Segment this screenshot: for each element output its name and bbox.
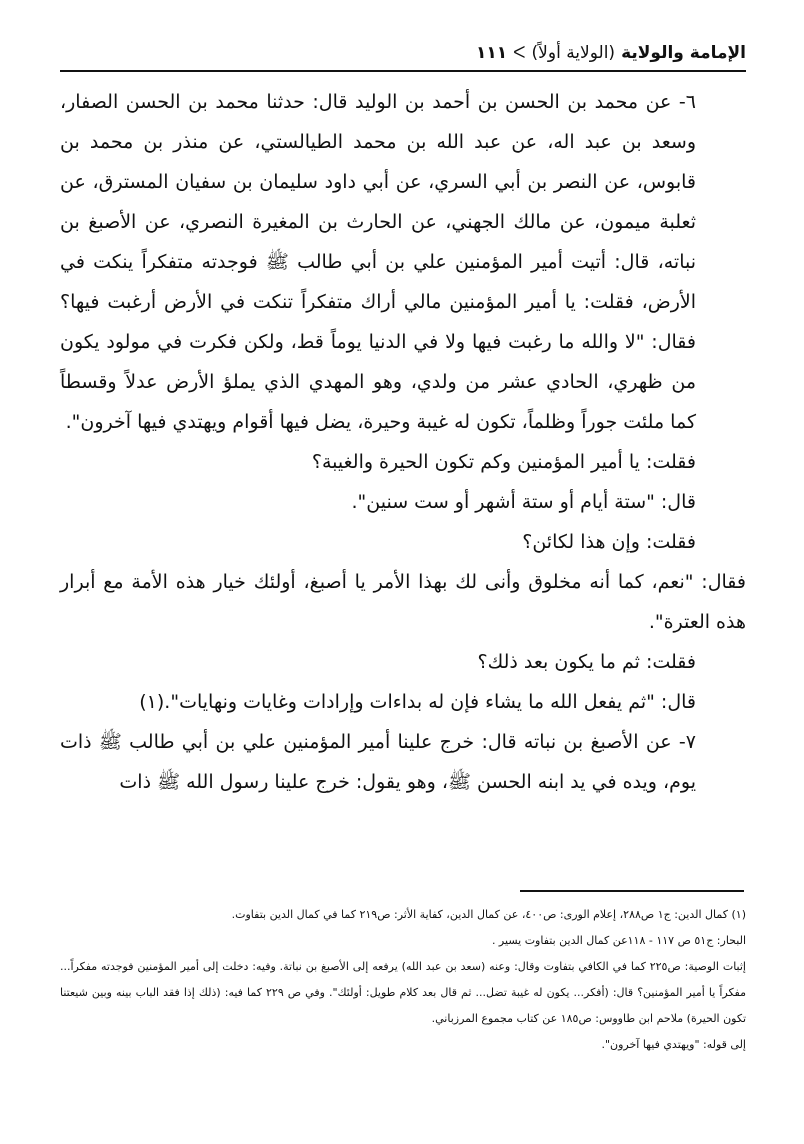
footnotes [60,902,746,1058]
paragraph-question-1: فقلت: يا أمير المؤمنين وكم تكون الحيرة والغيبة؟ [311,451,696,473]
paragraph-question-2: فقلت: وإن هذا لكائن؟ [522,531,696,553]
paragraph-answer-3: قال: "ثم يفعل الله ما يشاء فإن له بداءات وإرادات وغايات ونهايات".(١) [139,691,696,713]
paragraph-hadith-7: ٧- عن الأصبغ بن نباته قال: خرج علينا أمير المؤمنين علي بن أبي طالب ﷺ ذات يوم، ويده في يد ابنه الحسن ﷺ، وهو يقول: خرج علينا رسول الله ﷺ ذات [60,731,696,793]
footnote-1: (١) كمال الدين: ج١ ص٢٨٨، إعلام الورى: ص٤٠٠، عن كمال الدين، كفاية الأثر: ص٢١٩ كما في كمال الدين بتفاوت. [231,908,746,921]
header-separator: ᐸ [513,43,526,63]
header-rule [60,70,746,72]
footnote-rule [520,890,744,892]
running-header [60,36,746,70]
footnote-3: إثبات الوصية: ص٢٢٥ كما في الكافي بتفاوت وقال: وعنه (سعد بن عبد الله) يرفعه إلى الأصبغ بن نباتة. وفيه: دخلت إلى أمير المؤمنين فوجدته مفكراً... مفكراً يا أمير المؤمنين؟ قال: (أفكر... يكون له غيبة تضل... ثم قال بعد كلام طويل: أولئك". وفي ص ٢٢٩ كما فيه: (ذلك إذا فقد الباب بينه وبين شيعتنا تكون الحيرة) ملاحم ابن طاووس: ص١٨٥ عن كتاب مجموع المرزباني. [60,960,746,1025]
footnote-4: إلى قوله: "ويهتدي فيها آخرون". [601,1038,746,1051]
page-number: ١١١ [475,43,508,63]
body-text [60,82,746,802]
header-subtitle: (الولاية أولاً) [531,43,616,63]
footnote-2: البحار: ج٥١ ص ١١٧ - ١١٨عن كمال الدين بتفاوت يسير . [491,934,746,947]
paragraph-hadith-6: ٦- عن محمد بن الحسن بن أحمد بن الوليد قال: حدثنا محمد بن الحسن الصفار، وسعد بن عبد اله، عن عبد الله بن محمد الطيالستي، عن منذر بن محمد بن قابوس، عن النصر بن أبي السري، عن أبي داود سليمان بن سفيان المسترق، عن ثعلبة ميمون، عن مالك الجهني، عن الحارث بن المغيرة النصري، عن الأصبغ بن نباته، قال: أتيت أمير المؤمنين علي بن أبي طالب ﷺ فوجدته متفكراً ينكت في الأرض، فقلت: يا أمير المؤمنين مالي أراك متفكراً تنكت في الأرض أرغبت فيها؟ فقال: "لا والله ما رغبت فيها ولا في الدنيا يوماً قط، ولكن فكرت في مولود يكون من ظهري، الحادي عشر من ولدي، وهو المهدي الذي يملؤ الأرض عدلاً وقسطاً كما ملئت جوراً وظلماً، تكون له غيبة وحيرة، يضل فيها أقوام ويهتدي فيها آخرون". [60,91,696,433]
paragraph-answer-1: قال: "ستة أيام أو ستة أشهر أو ست سنين". [351,491,696,513]
paragraph-answer-2: فقال: "نعم، كما أنه مخلوق وأنى لك بهذا الأمر يا أصبغ، أولئك خيار هذه الأمة مع أبرار هذه العترة". [60,571,746,633]
paragraph-question-3: فقلت: ثم ما يكون بعد ذلك؟ [477,651,696,673]
header-title: الإمامة والولاية [621,43,746,63]
